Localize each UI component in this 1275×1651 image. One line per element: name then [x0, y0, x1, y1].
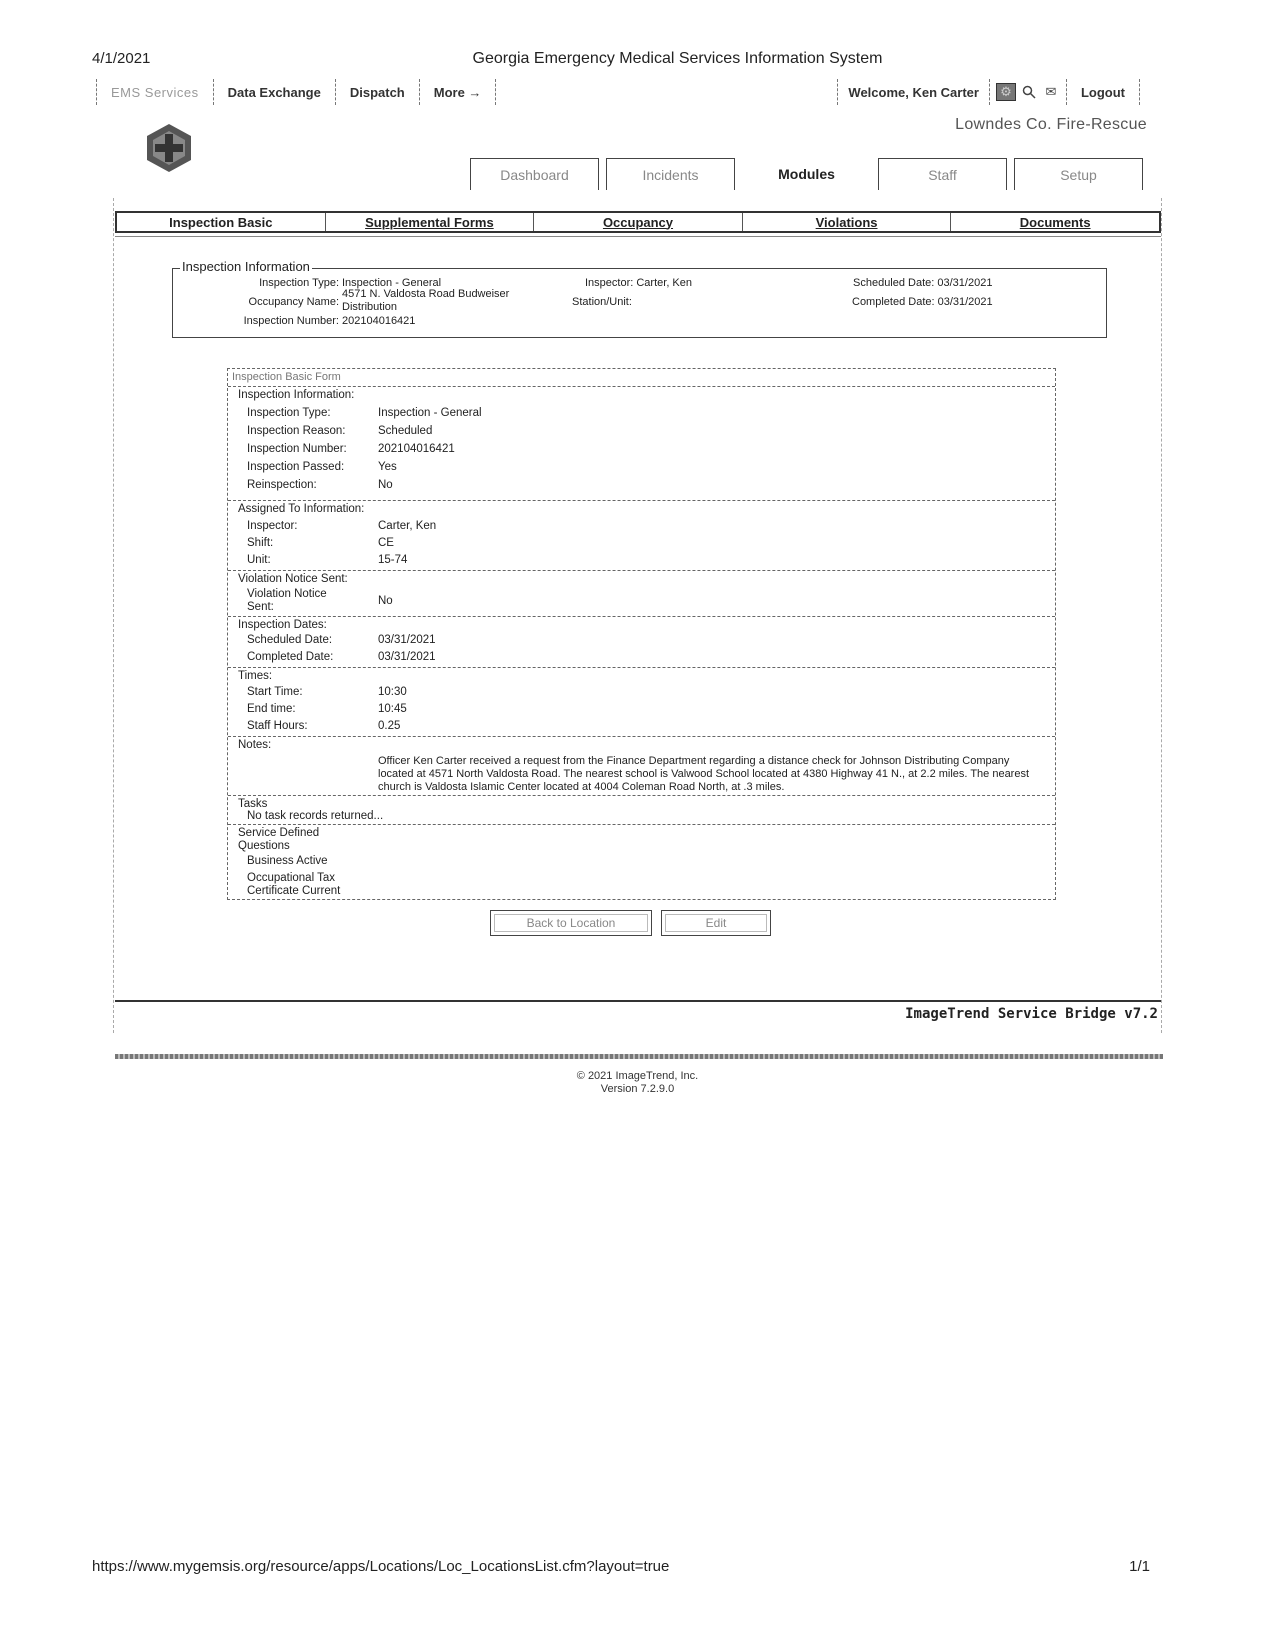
logout-link[interactable]: Logout: [1066, 79, 1140, 105]
section-heading: [238, 827, 319, 853]
info-occupancy-label: Occupancy Name:: [248, 296, 339, 308]
subtab-label: Documents: [1019, 214, 1091, 230]
tasks-empty-text: No task records returned...: [247, 810, 384, 822]
row-label: Completed Date:: [247, 651, 334, 663]
top-nav: [96, 78, 496, 106]
row-value: Yes: [378, 461, 397, 473]
form-row: [228, 443, 1055, 460]
info-occupancy-value-line1: 4571 N. Valdosta Road Budweiser: [342, 288, 510, 300]
row-value: CE: [378, 537, 394, 549]
section-tasks: [228, 795, 1055, 824]
row-value: 03/31/2021: [378, 634, 436, 646]
row-label: Shift:: [247, 537, 274, 549]
form-row: [228, 634, 1055, 651]
notes-text: Officer Ken Carter received a request from the Finance Department regarding a distance check for Johnson Distributing Company located at 4571 North Valdosta Road. The nearest school is Valwood School located at 4380 Highway 41 N., at 2.2 miles. The nearest church is Valdosta Islamic Center located at 4004 Coleman Road North, at .3 miles.: [378, 755, 1030, 793]
row-label-line: Certificate Current: [247, 885, 341, 897]
bottom-bar: [115, 1054, 1163, 1059]
form-row: [228, 872, 1055, 900]
section-service-defined-questions: [228, 824, 1055, 900]
row-label: Scheduled Date:: [247, 634, 333, 646]
form-row: [228, 537, 1055, 554]
subtab-supplemental-forms[interactable]: [325, 213, 534, 231]
info-station-unit: Station/Unit:: [572, 296, 632, 308]
info-scheduled-date: Scheduled Date: 03/31/2021: [853, 277, 993, 289]
form-row: [228, 520, 1055, 537]
row-label: Unit:: [247, 554, 271, 566]
section-violation-notice: [228, 570, 1055, 616]
row-label: Inspector:: [247, 520, 298, 532]
info-number-label: Inspection Number:: [243, 315, 339, 327]
form-row: [228, 703, 1055, 720]
subtab-inspection-basic[interactable]: Inspection Basic: [169, 214, 273, 230]
row-label-line: Occupational Tax: [247, 872, 336, 884]
divider: [115, 236, 1161, 237]
row-value: Inspection - General: [378, 407, 482, 419]
tab-dashboard[interactable]: Dashboard: [470, 158, 599, 190]
service-bridge-label: ImageTrend Service Bridge v7.2: [905, 1006, 1158, 1022]
form-row: [228, 651, 1055, 668]
section-times: [228, 667, 1055, 736]
row-label-line: Sent:: [247, 601, 274, 613]
row-label-line: Violation Notice: [247, 588, 327, 600]
settings-icon[interactable]: ⚙: [996, 83, 1016, 101]
row-label: [247, 588, 327, 614]
row-value: Scheduled: [378, 425, 433, 437]
section-heading: Notes:: [238, 739, 272, 751]
nav-data-exchange[interactable]: Data Exchange: [213, 79, 335, 105]
row-value: 202104016421: [378, 443, 455, 455]
info-inspector: Inspector: Carter, Ken: [585, 277, 692, 289]
print-date: 4/1/2021: [92, 50, 151, 67]
mail-icon[interactable]: ✉: [1045, 84, 1057, 99]
row-label: Inspection Number:: [247, 443, 347, 455]
print-page-number: 1/1: [1129, 1558, 1150, 1575]
info-number-value: 202104016421: [342, 315, 416, 327]
form-row: [228, 407, 1055, 424]
search-icon[interactable]: [1020, 84, 1038, 100]
row-label: Start Time:: [247, 686, 303, 698]
section-heading-line: Questions: [238, 840, 290, 852]
subtab-label: Occupancy: [602, 214, 674, 230]
row-value: Carter, Ken: [378, 520, 437, 532]
print-title: Georgia Emergency Medical Services Information System: [472, 50, 883, 67]
row-value: 10:30: [378, 686, 407, 698]
info-type-label: Inspection Type:: [259, 277, 339, 289]
row-value: 10:45: [378, 703, 407, 715]
section-heading: Inspection Dates:: [238, 619, 327, 631]
edit-button[interactable]: Edit: [661, 910, 771, 936]
inspection-info-legend: Inspection Information: [182, 259, 310, 274]
inspection-basic-form: [227, 368, 1056, 900]
subtab-label: Violations: [815, 214, 878, 230]
subtab-label: Supplemental Forms: [365, 214, 494, 230]
form-row: [228, 425, 1055, 442]
form-row: [228, 855, 1055, 872]
tab-staff[interactable]: Staff: [878, 158, 1007, 190]
section-inspection-information: [228, 386, 1055, 500]
back-to-location-button[interactable]: Back to Location: [490, 910, 652, 936]
section-notes: [228, 736, 1055, 795]
row-label: Staff Hours:: [247, 720, 308, 732]
form-row: [228, 720, 1055, 737]
user-icons: [989, 79, 1066, 105]
row-value: No: [378, 479, 393, 491]
divider: [115, 1000, 1161, 1002]
row-label: Inspection Passed:: [247, 461, 345, 473]
inspection-info-box: [172, 268, 1107, 338]
section-heading: Assigned To Information:: [238, 503, 365, 515]
section-heading: Tasks: [238, 798, 268, 810]
nav-more[interactable]: More →: [419, 79, 497, 105]
print-url: https://www.mygemsis.org/resource/apps/Locations/Loc_LocationsList.cfm?layout=true: [92, 1558, 670, 1575]
row-label: Inspection Reason:: [247, 425, 346, 437]
welcome-text: Welcome, Ken Carter: [837, 79, 989, 105]
info-occupancy-value-line2: Distribution: [342, 301, 398, 313]
section-heading: Times:: [238, 670, 273, 682]
row-value: No: [378, 595, 393, 607]
row-label: End time:: [247, 703, 296, 715]
row-label: Business Active: [247, 855, 328, 867]
subtab-occupancy[interactable]: [533, 213, 742, 231]
user-nav: [837, 78, 1140, 106]
gemsis-logo: [143, 122, 195, 174]
row-label: Inspection Type:: [247, 407, 331, 419]
info-completed-date: Completed Date: 03/31/2021: [852, 296, 993, 308]
subtab-violations[interactable]: [742, 213, 951, 231]
form-row: [228, 479, 1055, 496]
row-value: 0.25: [378, 720, 401, 732]
version-text: Version 7.2.9.0: [600, 1083, 675, 1095]
section-heading: Violation Notice Sent:: [238, 573, 348, 585]
subtab-documents[interactable]: [950, 213, 1159, 231]
row-label: [247, 872, 340, 898]
row-label: Reinspection:: [247, 479, 317, 491]
info-type-value: Inspection - General: [342, 277, 442, 289]
row-value: 15-74: [378, 554, 408, 566]
tab-modules[interactable]: Modules: [742, 158, 871, 190]
tab-incidents[interactable]: Incidents: [606, 158, 735, 190]
section-heading-line: Service Defined: [238, 827, 320, 839]
section-inspection-dates: [228, 616, 1055, 667]
copyright-text: © 2021 ImageTrend, Inc.: [576, 1070, 699, 1082]
form-row: [228, 554, 1055, 571]
form-title: Inspection Basic Form: [232, 371, 341, 383]
nav-dispatch[interactable]: Dispatch: [335, 79, 419, 105]
copyright: [0, 1070, 1275, 1096]
row-value: 03/31/2021: [378, 651, 436, 663]
form-row: [228, 461, 1055, 478]
nav-ems-services[interactable]: EMS Services: [96, 79, 213, 105]
form-row: [228, 588, 1055, 616]
form-row: [228, 686, 1055, 703]
organization-name: Lowndes Co. Fire-Rescue: [955, 116, 1147, 133]
section-assigned-to: [228, 500, 1055, 570]
section-heading: Inspection Information:: [238, 389, 355, 401]
tab-setup[interactable]: Setup: [1014, 158, 1143, 190]
sub-tabs: [115, 211, 1161, 233]
